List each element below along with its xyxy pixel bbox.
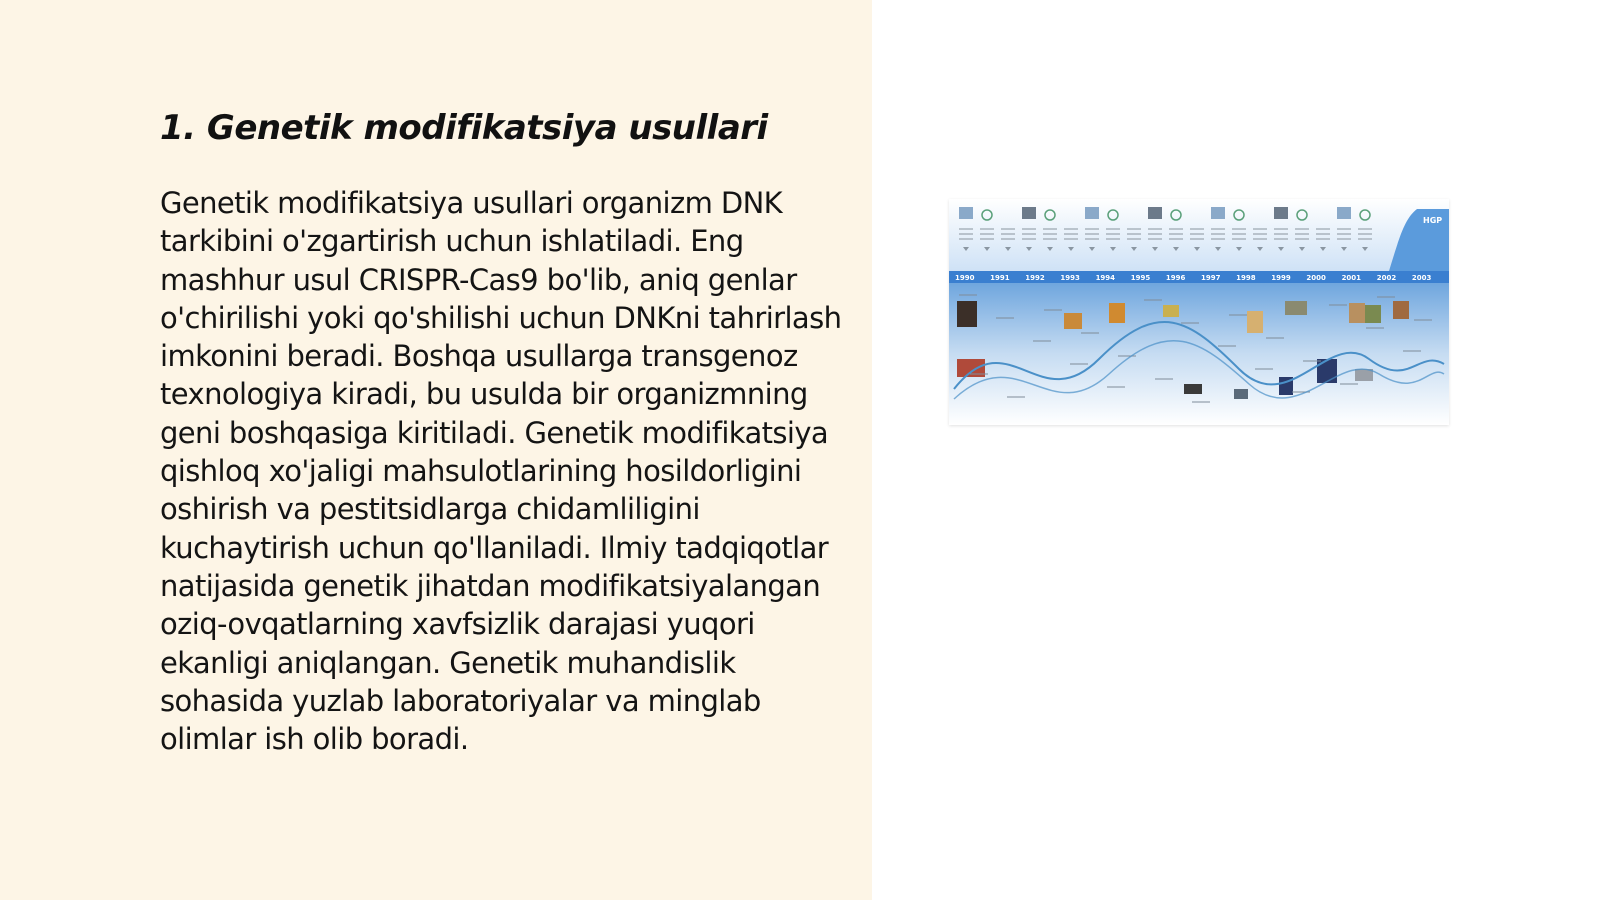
timeline-year-1997: 1997 <box>1201 274 1221 282</box>
timeline-photo <box>1234 389 1248 399</box>
timeline-year-1994: 1994 <box>1095 274 1116 282</box>
timeline-photo <box>1393 301 1409 319</box>
timeline-illustration <box>949 199 1449 425</box>
timeline-photo <box>1349 303 1365 323</box>
timeline-year-1992: 1992 <box>1025 274 1045 282</box>
timeline-year-1998: 1998 <box>1236 274 1256 282</box>
timeline-year-1996: 1996 <box>1165 274 1186 282</box>
timeline-year-2000: 2000 <box>1306 274 1326 282</box>
timeline-photo <box>1365 305 1381 323</box>
timeline-end-label: HGP <box>1423 216 1443 225</box>
timeline-year-1995: 1995 <box>1130 274 1151 282</box>
timeline-year-2003: 2003 <box>1411 274 1432 282</box>
timeline-photo <box>1317 359 1337 383</box>
slide-body-text: Genetik modifikatsiya usullari organizm DNK tarkibini o'zgartirish uchun ishlatiladi. Eng mashhur usul CRISPR-Cas9 bo'lib, aniq genlar o'chirilishi yoki qo'shilishi uchun DNKni tahrirlash imkonini beradi. Boshqa usullarga transgenoz texnologiya kiradi, bu usulda bir organizmning geni boshqasiga kiritiladi. Genetik modifikatsiya qishloq xo'jaligi mahsulotlarining hosildorligini oshirish va pestitsidlarga chidamliligini kuchaytirish uchun qo'llaniladi. Ilmiy tadqiqotlar natijasida genetik jihatdan modifikatsiyalangan oziq-ovqatlarning xavfsizlik darajasi yuqori ekanligi aniqlangan. Genetik muhandislik sohasida yuzlab laboratoriyalar va minglab olimlar ish olib boradi. <box>160 186 842 757</box>
timeline-photo <box>1285 301 1307 315</box>
timeline-photo <box>1064 313 1082 329</box>
timeline-year-2002: 2002 <box>1376 274 1397 282</box>
timeline-year-1990: 1990 <box>955 274 975 282</box>
timeline-photo <box>1163 305 1179 317</box>
timeline-photo <box>1109 303 1125 323</box>
timeline-photo <box>1247 311 1263 333</box>
timeline-year-1999: 1999 <box>1271 274 1291 282</box>
timeline-photo <box>1184 384 1202 394</box>
timeline-year-2001: 2001 <box>1341 274 1362 282</box>
slide-title: 1. Genetik modifikatsiya usullari <box>160 108 768 148</box>
genome-timeline-image <box>949 199 1449 425</box>
timeline-year-1991: 1991 <box>990 274 1010 282</box>
timeline-photo <box>957 301 977 327</box>
timeline-year-1993: 1993 <box>1060 274 1080 282</box>
